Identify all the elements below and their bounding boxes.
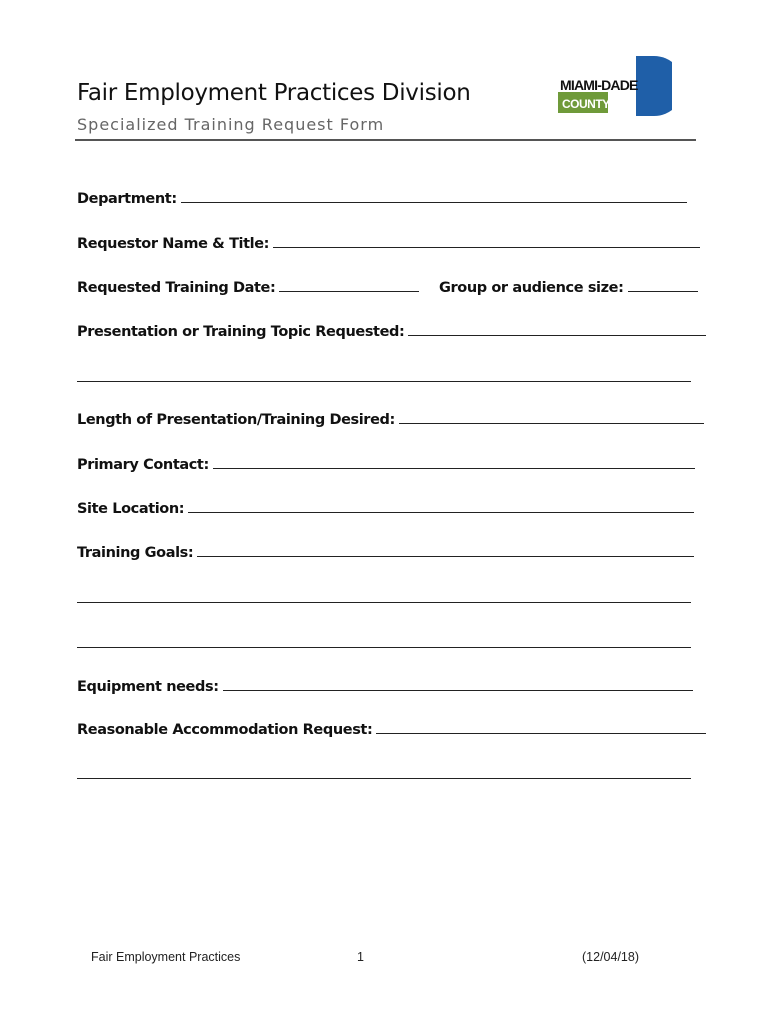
page-subtitle: Specialized Training Request Form: [77, 115, 385, 134]
topic-input-line[interactable]: [408, 321, 706, 336]
training-goals-line-2[interactable]: [77, 602, 691, 603]
footer-title: Fair Employment Practices: [91, 950, 241, 964]
audience-size-label: Group or audience size:: [439, 280, 624, 296]
department-label: Department:: [77, 191, 177, 207]
audience-size-field[interactable]: [439, 277, 698, 296]
topic-label: Presentation or Training Topic Requested:: [77, 324, 405, 340]
length-input-line[interactable]: [399, 409, 704, 424]
requestor-label: Requestor Name & Title:: [77, 236, 270, 252]
accommodation-field[interactable]: [77, 719, 706, 738]
audience-size-input-line[interactable]: [628, 277, 698, 292]
training-goals-input-line[interactable]: [197, 542, 694, 557]
site-location-label: Site Location:: [77, 501, 185, 517]
training-goals-line-3[interactable]: [77, 647, 691, 648]
site-location-field[interactable]: [77, 498, 694, 517]
logo-text-bottom: COUNTY: [562, 97, 610, 111]
topic-field[interactable]: [77, 321, 706, 340]
topic-continuation-line[interactable]: [77, 381, 691, 382]
miami-dade-county-logo: [558, 56, 672, 116]
footer-page-number: 1: [357, 950, 364, 964]
requestor-input-line[interactable]: [273, 233, 700, 248]
primary-contact-input-line[interactable]: [213, 454, 695, 469]
accommodation-input-line[interactable]: [376, 719, 706, 734]
length-field[interactable]: [77, 409, 704, 428]
training-goals-label: Training Goals:: [77, 545, 194, 561]
footer-date: (12/04/18): [582, 950, 639, 964]
equipment-input-line[interactable]: [223, 676, 693, 691]
accommodation-label: Reasonable Accommodation Request:: [77, 722, 373, 738]
page-title: Fair Employment Practices Division: [77, 80, 471, 106]
training-date-field[interactable]: [77, 277, 419, 296]
training-date-input-line[interactable]: [279, 277, 419, 292]
accommodation-continuation-line[interactable]: [77, 778, 691, 779]
length-label: Length of Presentation/Training Desired:: [77, 412, 395, 428]
logo-text-top: MIAMI-DADE: [560, 77, 638, 93]
equipment-field[interactable]: [77, 676, 693, 695]
department-input-line[interactable]: [181, 188, 687, 203]
site-location-input-line[interactable]: [188, 498, 694, 513]
equipment-label: Equipment needs:: [77, 679, 219, 695]
header-divider: [75, 139, 696, 141]
training-date-label: Requested Training Date:: [77, 280, 276, 296]
primary-contact-field[interactable]: [77, 454, 695, 473]
department-field[interactable]: [77, 188, 687, 207]
requestor-field[interactable]: [77, 233, 700, 252]
primary-contact-label: Primary Contact:: [77, 457, 209, 473]
training-goals-field[interactable]: [77, 542, 694, 561]
